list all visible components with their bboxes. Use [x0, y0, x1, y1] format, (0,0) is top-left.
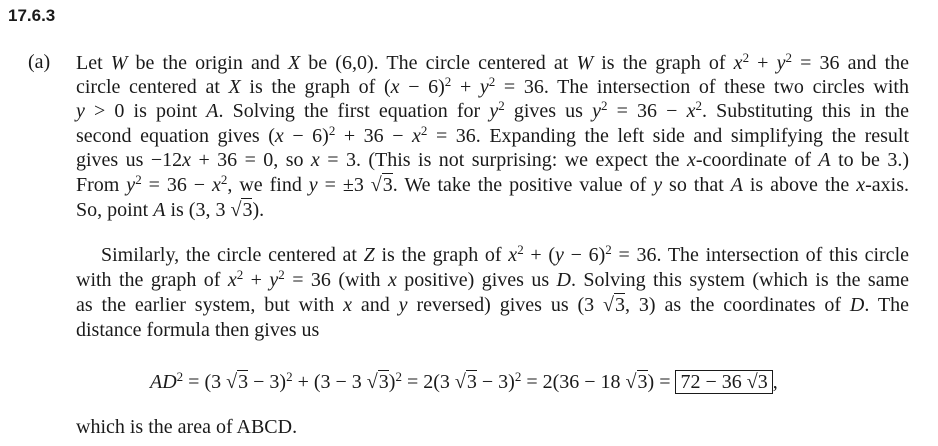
display-equation: $AD^2 = (3$ √3 − 3)$^2$ + (3 − 3 √3)$^2$ = 2(3 √3 − 3)$^2$ = 2(36 − 18 √3) = 72 − 36 √3 , [150, 369, 778, 393]
paragraph-line: From $y^2 = 36 - x^2$, we find y = ±3 √3. We take the positive value of y so that A is above the x-axis. [76, 172, 910, 196]
closing-line: which is the area of ABCD. [76, 416, 298, 438]
paragraph-line: as the earlier system, but with x and y reversed) gives us (3 √3, 3) as the coordinates of D. The [76, 294, 909, 316]
paragraph-line: Similarly, the circle centered at Z is the graph of $x^2 + (y - 6)^2 = 36$. The intersection of this circle [101, 242, 909, 266]
paragraph-line: second equation gives $(x - 6)^2 + 36 - x^2 = 36$. Expanding the left side and simplifying the result [76, 123, 910, 147]
paragraph-line: Let W be the origin and X be (6,0). The circle centered at W is the graph of $x^2 + y^2 = 36$ and the [76, 50, 910, 74]
paragraph-line: gives us −12x + 36 = 0, so x = 3. (This is not surprising: we expect the x-coordinate of A to be 3.) [76, 149, 910, 171]
paragraph-line: circle centered at X is the graph of $(x - 6)^2 + y^2 = 36$. The intersection of these two circles with [76, 74, 909, 98]
section-number: 17.6.3 [8, 6, 56, 25]
paragraph-line: y > 0 is point A. Solving the first equation for $y^2$ gives us $y^2 = 36 - x^2$. Substituting this in the [76, 98, 910, 122]
paragraph-line: distance formula then gives us [76, 319, 320, 341]
paragraph-line: with the graph of $x^2 + y^2 = 36$ (with x positive) gives us D. Solving this system (which is the same [76, 267, 910, 291]
boxed-answer: 72 − 36 √3 [675, 370, 772, 394]
paragraph-line: So, point A is (3, 3 √3). [76, 199, 265, 221]
part-label: (a) [28, 51, 51, 73]
